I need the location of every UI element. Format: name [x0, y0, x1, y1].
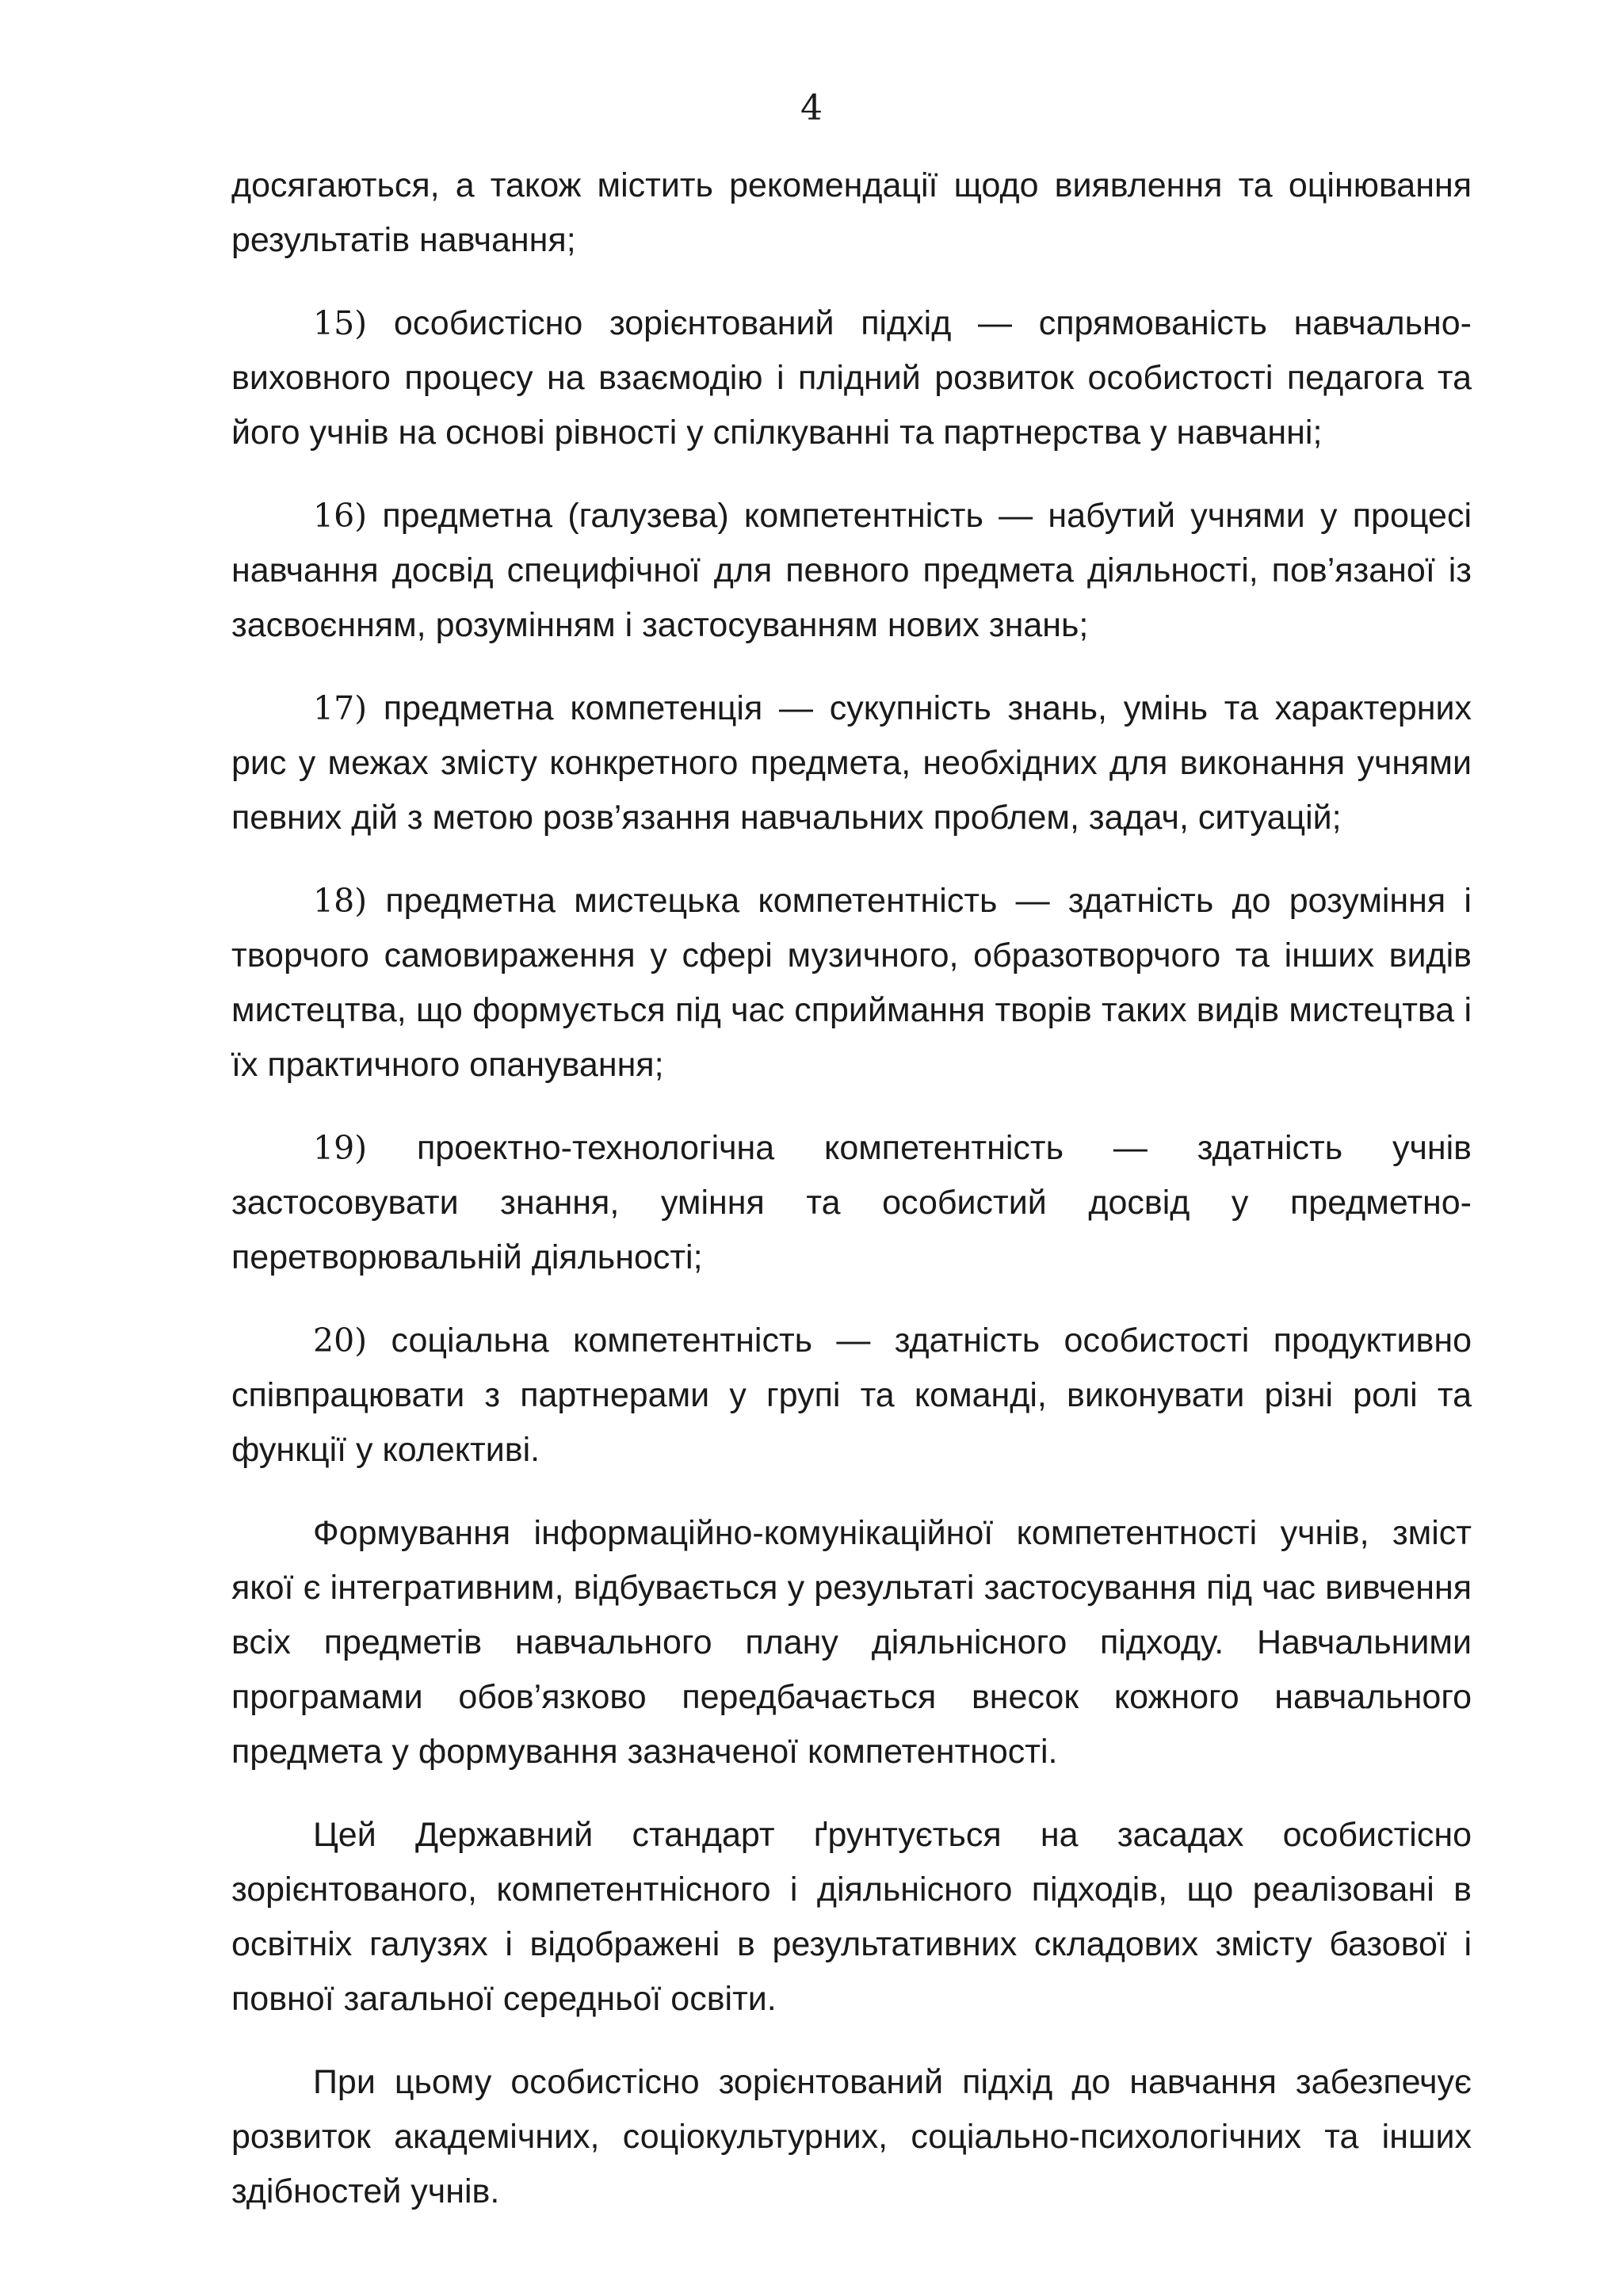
- paragraph-ict-competence: [231, 1506, 1472, 1779]
- paragraph-text: предметна (галузева) компетентність — набутий учнями у процесі навчання досвід специфічної для певного предмета діяльності, пов’язаної із засвоєнням, розумінням і застосуванням нових знань;: [231, 497, 1472, 644]
- paragraph-text: особистісно зорієнтований підхід — спрямованість навчально-виховного процесу на взаємодію і плідний розвиток особистості педагога та його учнів на основі рівності у спілкуванні та партнерства у навчанні;: [231, 304, 1472, 452]
- item-number: 16): [313, 497, 368, 535]
- paragraph-text: Формування інформаційно-комунікаційної компетентності учнів, зміст якої є інтегративним, відбувається у результаті застосування під час вивчення всіх предметів навчального плану діяльнісного підходу. Навчальними програмами обов’язково передбачається внесок кожного навчального предмета у формування зазначеної компетентності.: [231, 1514, 1472, 1771]
- paragraph-text: предметна компетенція — сукупність знань, умінь та характерних рис у межах змісту конкретного предмета, необхідних для виконання учнями певних дій з метою розв’язання навчальних проблем, задач, ситуацій;: [231, 689, 1472, 837]
- item-number: 15): [313, 304, 368, 342]
- definition-item-17: [231, 681, 1472, 845]
- definition-item-19: [231, 1121, 1472, 1285]
- item-number: 19): [313, 1129, 368, 1167]
- page-number: 4: [800, 88, 823, 128]
- paragraph-text: При цьому особистісно зорієнтований підхід до навчання забезпечує розвиток академічних, соціокультурних, соціально-психологічних та інших здібностей учнів.: [231, 2063, 1472, 2210]
- item-number: 18): [313, 882, 368, 920]
- definition-item-16: [231, 489, 1472, 653]
- paragraph-personal-approach: [231, 2055, 1472, 2219]
- paragraph-standard-basis: [231, 1808, 1472, 2027]
- paragraph-text: Цей Державний стандарт ґрунтується на засадах особистісно зорієнтованого, компетентнісного і діяльнісного підходів, що реалізовані в освітніх галузях і відображені в результативних складових змісту базової і повної загальної середньої освіти.: [231, 1816, 1472, 2018]
- paragraph-text: предметна мистецька компетентність — здатність до розуміння і творчого самовираження у сфері музичного, образотворчого та інших видів мистецтва, що формується під час сприймання творів таких видів мистецтва і їх практичного опанування;: [231, 882, 1472, 1084]
- definition-item-15: [231, 296, 1472, 460]
- item-number: 20): [313, 1322, 368, 1360]
- document-body: [231, 158, 1472, 2248]
- definition-item-20: [231, 1314, 1472, 1478]
- definition-item-18: [231, 874, 1472, 1093]
- item-number: 17): [313, 689, 368, 727]
- paragraph-text: соціальна компетентність — здатність особистості продуктивно співпрацювати з партнерами у групі та команді, виконувати різні ролі та функції у колективі.: [231, 1322, 1472, 1469]
- paragraph-continuation: [231, 158, 1472, 268]
- paragraph-text: проектно-технологічна компетентність — здатність учнів застосовувати знання, уміння та особистий досвід у предметно-перетворювальній діяльності;: [231, 1129, 1472, 1276]
- paragraph-text: досягаються, а також містить рекомендації щодо виявлення та оцінювання результатів навчання;: [231, 166, 1472, 259]
